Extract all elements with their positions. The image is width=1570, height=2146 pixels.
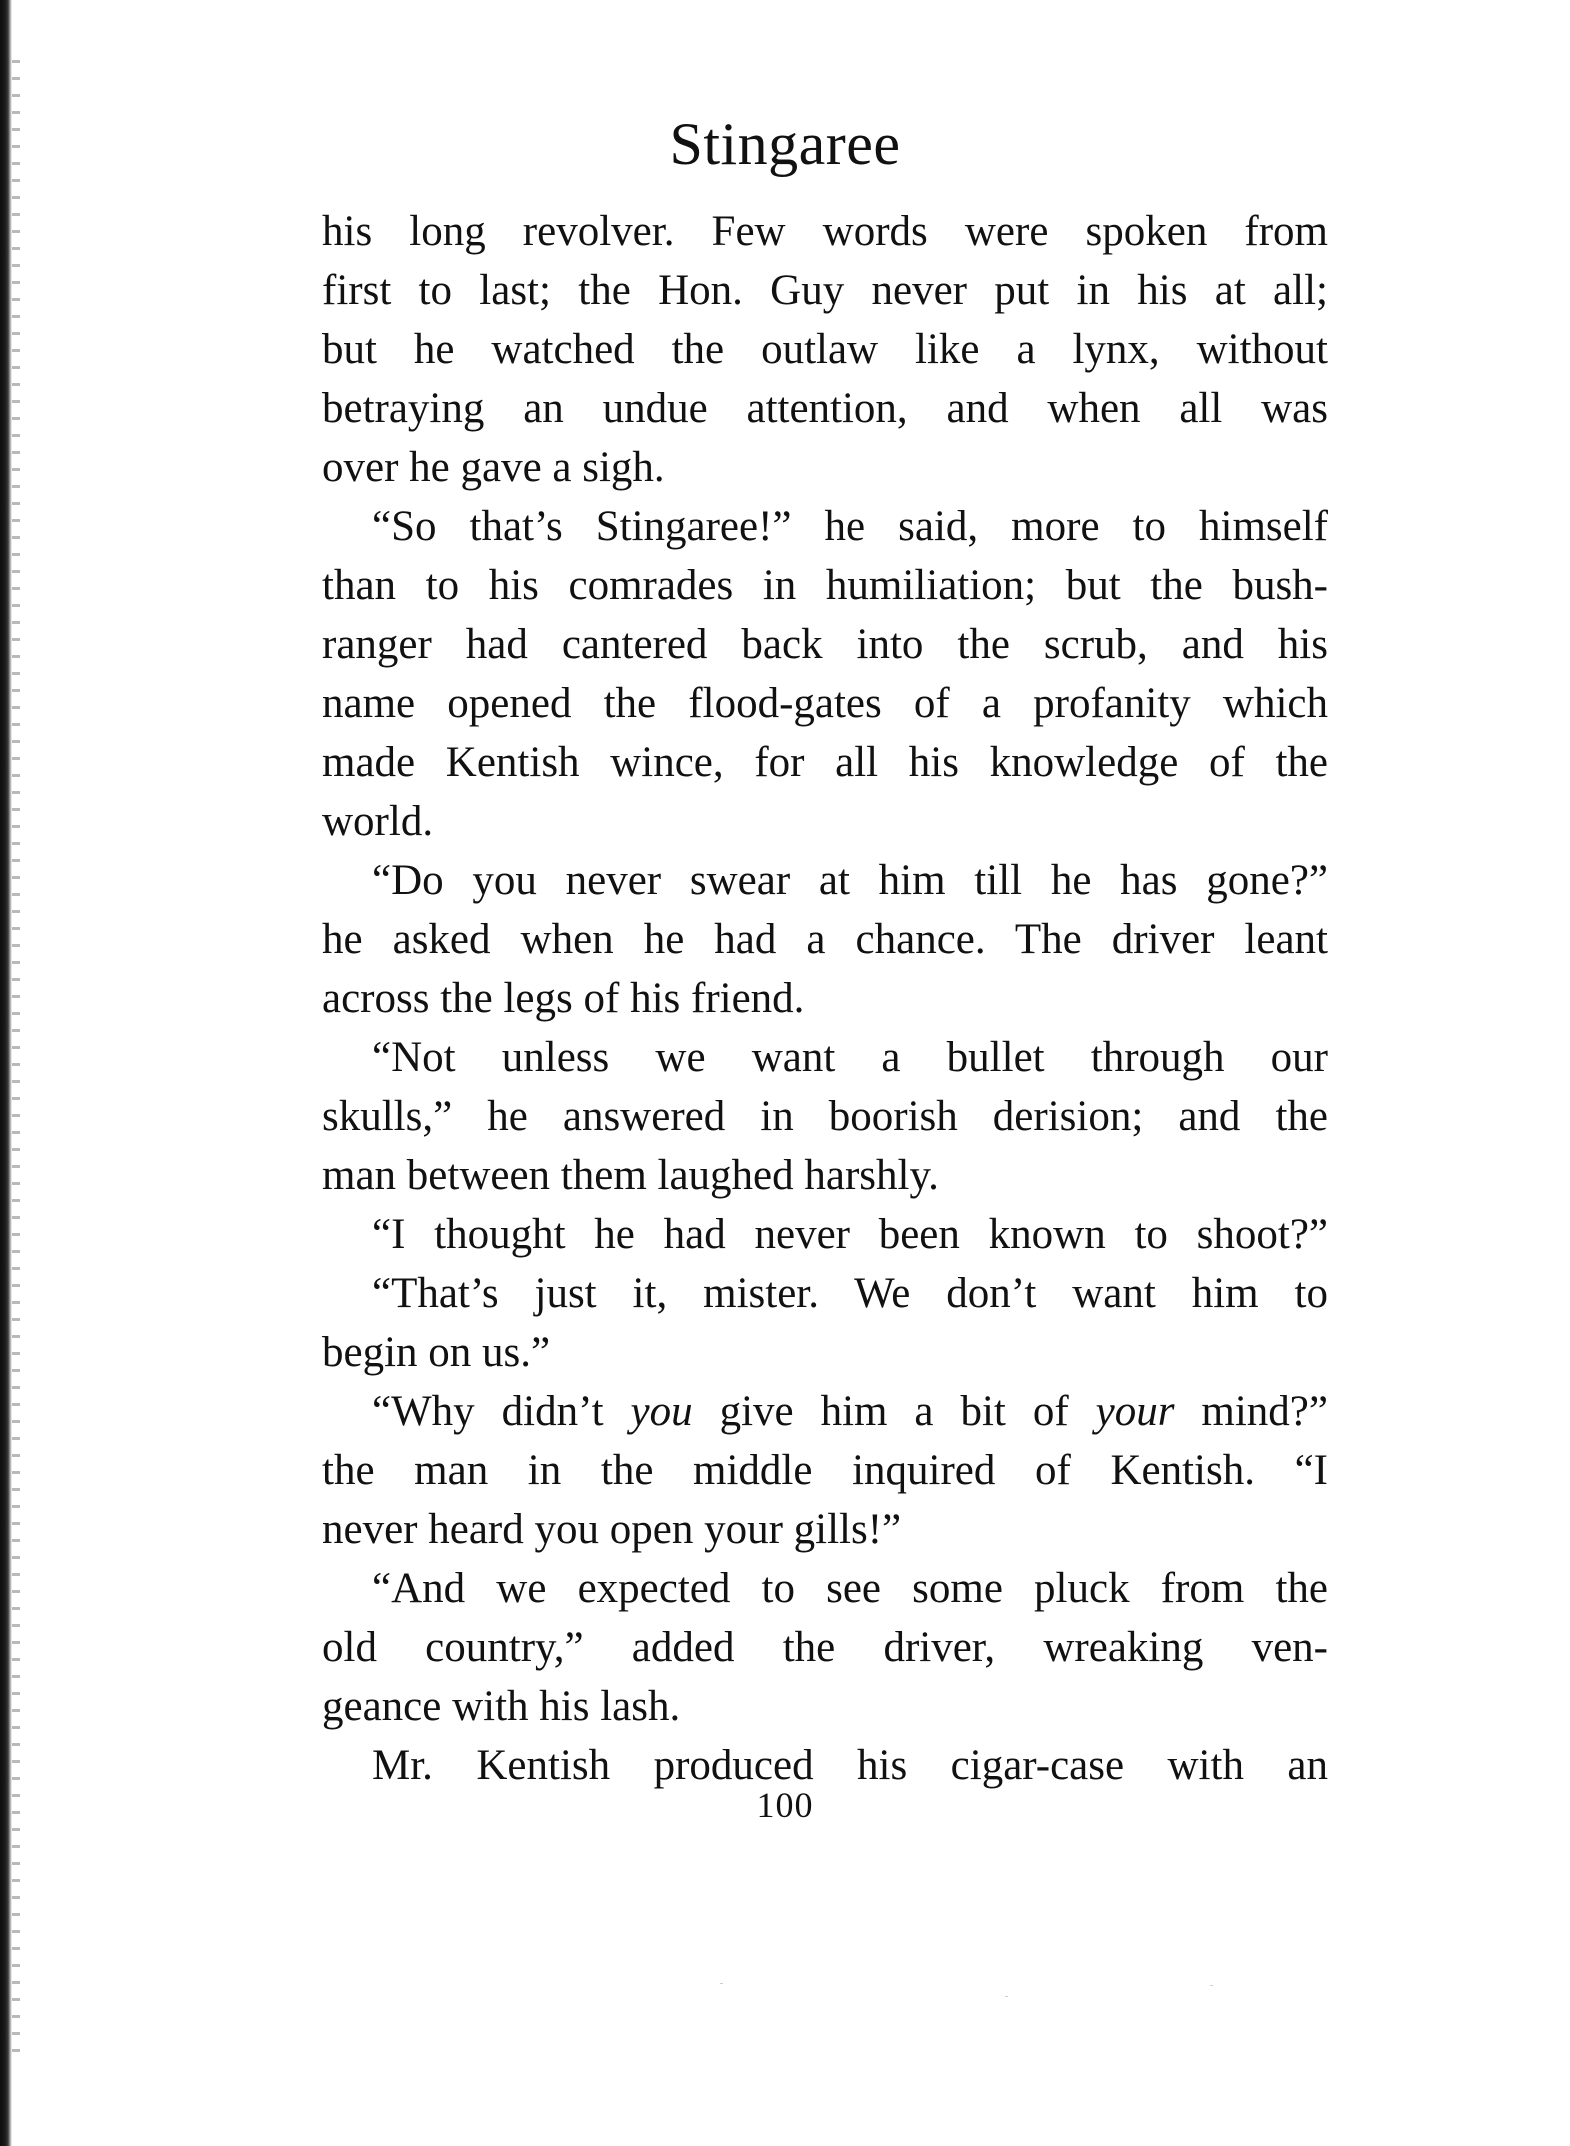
text-line: he asked when he had a chance. The driver leant <box>322 916 1328 963</box>
emphasis: you <box>630 1388 693 1435</box>
text-line: the man in the middle inquired of Kentish. “I <box>322 1447 1328 1494</box>
text-line: “That’s just it, mister. We don’t want him to <box>372 1270 1328 1317</box>
text-line: betraying an undue attention, and when all was <box>322 385 1328 432</box>
text-line: man between them laughed harshly. <box>322 1152 939 1199</box>
paper-speck <box>1210 1985 1213 1986</box>
text-line: “Do you never swear at him till he has gone?” <box>372 857 1328 904</box>
text-line: “Not unless we want a bullet through our <box>372 1034 1328 1081</box>
page-number: 100 <box>756 1785 814 1825</box>
text-line: skulls,” he answered in boorish derision; and the <box>322 1093 1328 1140</box>
text-line: never heard you open your gills!” <box>322 1506 902 1553</box>
text-line: “Why didn’t you give him a bit of your mind?” <box>372 1388 1328 1435</box>
text-line: geance with his lash. <box>322 1683 681 1730</box>
text-line: than to his comrades in humiliation; but the bush- <box>322 562 1328 609</box>
paper-speck <box>720 1983 723 1984</box>
paper-speck <box>1005 1996 1008 1997</box>
text-line: ranger had cantered back into the scrub, and his <box>322 621 1328 668</box>
body-text <box>322 202 1328 1795</box>
text-line: across the legs of his friend. <box>322 975 805 1022</box>
text-line: Mr. Kentish produced his cigar-case with an <box>372 1742 1328 1789</box>
text-line: old country,” added the driver, wreaking ven- <box>322 1624 1328 1671</box>
text-line: begin on us.” <box>322 1329 551 1376</box>
text-line: his long revolver. Few words were spoken from <box>322 208 1328 255</box>
running-head: Stingaree <box>669 111 901 177</box>
text-line: but he watched the outlaw like a lynx, without <box>322 326 1328 373</box>
text-line: over he gave a sigh. <box>322 444 665 491</box>
text-line: name opened the flood-gates of a profanity which <box>322 680 1328 727</box>
text-line: “And we expected to see some pluck from the <box>372 1565 1328 1612</box>
text-line: made Kentish wince, for all his knowledge of the <box>322 739 1328 786</box>
text-line: first to last; the Hon. Guy never put in his at all; <box>322 267 1328 314</box>
text-line: “I thought he had never been known to shoot?” <box>372 1211 1328 1258</box>
text-line: world. <box>322 798 434 845</box>
text-line: “So that’s Stingaree!” he said, more to himself <box>372 503 1328 550</box>
emphasis: your <box>1095 1388 1175 1435</box>
